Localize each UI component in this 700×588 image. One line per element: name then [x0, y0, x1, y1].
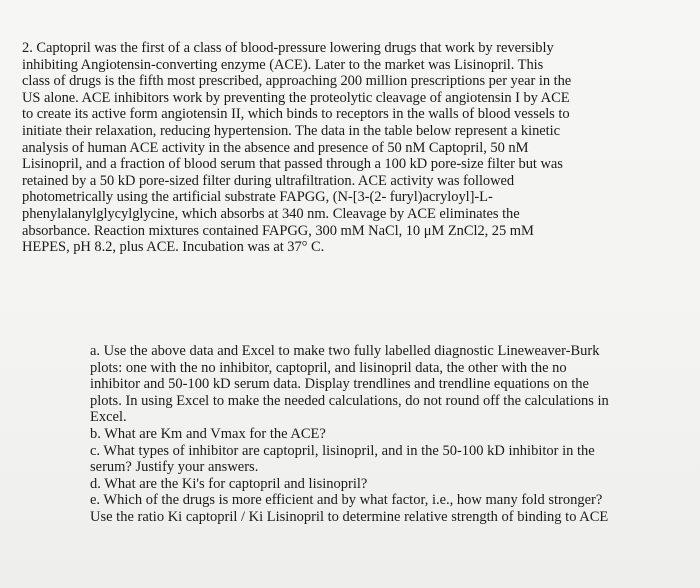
problem-line: analysis of human ACE activity in the absence and presence of 50 nM Captopril, 50 nM — [22, 139, 529, 156]
problem-line: initiate their relaxation, reducing hypertension. The data in the table below represent a kinetic — [22, 122, 561, 139]
problem-line: class of drugs is the fifth most prescribed, approaching 200 million prescriptions per year in the — [22, 73, 572, 90]
question-line: plots: one with the no inhibitor, captopril, and lisinopril data, the other with the no — [90, 359, 567, 376]
question-line: Use the ratio Ki captopril / Ki Lisinopril to determine relative strength of binding to ACE — [90, 508, 609, 525]
problem-line: 2. Captopril was the first of a class of blood-pressure lowering drugs that work by reversibly — [22, 40, 554, 56]
problem-line: photometrically using the artificial substrate FAPGG, (N-[3-(2- furyl)acryloyl]-L- — [22, 189, 493, 206]
question-line: b. What are Km and Vmax for the ACE? — [90, 425, 326, 442]
problem-line: US alone. ACE inhibitors work by preventing the proteolytic cleavage of angiotensin I by ACE — [22, 89, 570, 106]
question-line: Excel. — [90, 409, 127, 426]
problem-line: phenylalanylglycylglycine, which absorbs at 340 nm. Cleavage by ACE eliminates the — [22, 205, 520, 222]
problem-paragraph — [22, 40, 690, 256]
problem-line: to create its active form angiotensin II, which binds to receptors in the walls of blood vessels to — [22, 106, 570, 123]
question-line: e. Which of the drugs is more efficient and by what factor, i.e., how many fold stronger? — [90, 492, 603, 509]
questions-list — [90, 343, 690, 526]
problem-line: HEPES, pH 8.2, plus ACE. Incubation was at 37° C. — [22, 239, 325, 256]
question-line: serum? Justify your answers. — [90, 459, 259, 476]
question-line: d. What are the Ki's for captopril and lisinopril? — [90, 475, 368, 492]
problem-line: inhibiting Angiotensin-converting enzyme (ACE). Later to the market was Lisinopril. This — [22, 56, 544, 73]
question-line: plots. In using Excel to make the needed calculations, do not round off the calculations in — [90, 392, 609, 409]
question-line: a. Use the above data and Excel to make two fully labelled diagnostic Lineweaver-Burk — [90, 343, 600, 359]
problem-line: retained by a 50 kD pore-sized filter during ultrafiltration. ACE activity was followed — [22, 172, 515, 189]
problem-line: Lisinopril, and a fraction of blood serum that passed through a 100 kD pore-size filter but was — [22, 156, 563, 173]
question-line: c. What types of inhibitor are captopril, lisinopril, and in the 50-100 kD inhibitor in the — [90, 442, 595, 459]
question-line: inhibitor and 50-100 kD serum data. Display trendlines and trendline equations on the — [90, 376, 589, 393]
problem-line: absorbance. Reaction mixtures contained FAPGG, 300 mM NaCl, 10 μM ZnCl2, 25 mM — [22, 222, 534, 239]
